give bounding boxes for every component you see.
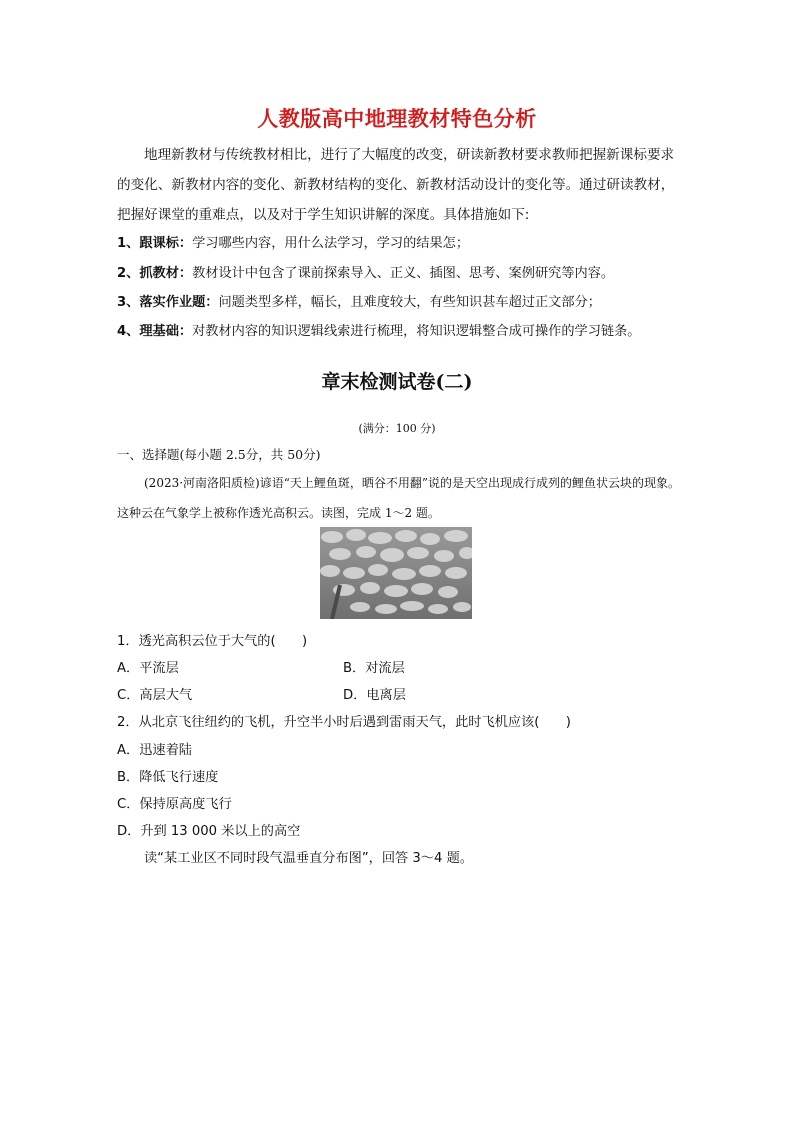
measure-item	[117, 291, 682, 310]
header-title: 人教版高中地理教材特色分析	[257, 107, 537, 131]
measure-label: 3、落实作业题：	[117, 295, 219, 310]
measure-text: 对教材内容的知识逻辑线索进行梳理，将知识逻辑整合成可操作的学习链条。	[192, 324, 641, 339]
question-2-stem: 2．从北京飞往纽约的飞机，升空半小时后遇到雷雨天气，此时飞机应该( )	[117, 715, 571, 730]
question-2-option-d: D．升到 13 000 米以上的高空	[117, 824, 301, 839]
question-2-option-b: B．降低飞行速度	[117, 770, 219, 785]
exam-title: 章末检测试卷(二)	[321, 371, 473, 393]
question-1-option-b: B．对流层	[343, 661, 405, 676]
measure-label: 2、抓教材：	[117, 266, 193, 281]
question-1-option-a: A．平流层	[117, 661, 179, 676]
question-2-option-a: A．迅速着陆	[117, 743, 192, 758]
full-score: (满分：100 分)	[358, 422, 436, 435]
question-1-option-c: C．高层大气	[117, 688, 193, 703]
measure-text: 教材设计中包含了课前探索导入、正义、插图、思考、案例研究等内容。	[192, 266, 615, 281]
measure-item	[117, 320, 682, 339]
measure-text: 问题类型多样，幅长，且难度较大，有些知识甚车超过正文部分；	[218, 295, 601, 310]
measure-label: 1、跟课标：	[117, 236, 193, 251]
question-1-option-d: D．电离层	[343, 688, 406, 703]
context-paragraph: (2023·河南洛阳质检)谚语“天上鲤鱼斑，晒谷不用翻”说的是天空出现成行成列的鲤鱼状云块的现象。这种云在气象学上被称作透光高积云。读图，完成 1～2 题。	[117, 476, 680, 520]
next-question-intro: 读“某工业区不同时段气温垂直分布图”，回答 3～4 题。	[144, 851, 473, 866]
measure-item	[117, 262, 682, 281]
question-2-option-c: C．保持原高度飞行	[117, 797, 232, 812]
measure-item	[117, 232, 682, 251]
cloud-photo	[320, 527, 472, 619]
section-heading: 一、选择题(每小题 2.5分，共 50分)	[117, 447, 321, 462]
measure-text: 学习哪些内容，用什么法学习，学习的结果怎；	[192, 236, 470, 251]
intro-paragraph: 地理新教材与传统教材相比，进行了大幅度的改变，研读新教材要求教师把握新课标要求的变化、新教材内容的变化、新教材结构的变化、新教材活动设计的变化等。通过研读教材，把握好课堂的重难点，以及对于学生知识讲解的深度。具体措施如下:	[117, 147, 675, 223]
question-1-stem: 1．透光高积云位于大气的( )	[117, 634, 308, 649]
measure-label: 4、理基础：	[117, 324, 193, 339]
